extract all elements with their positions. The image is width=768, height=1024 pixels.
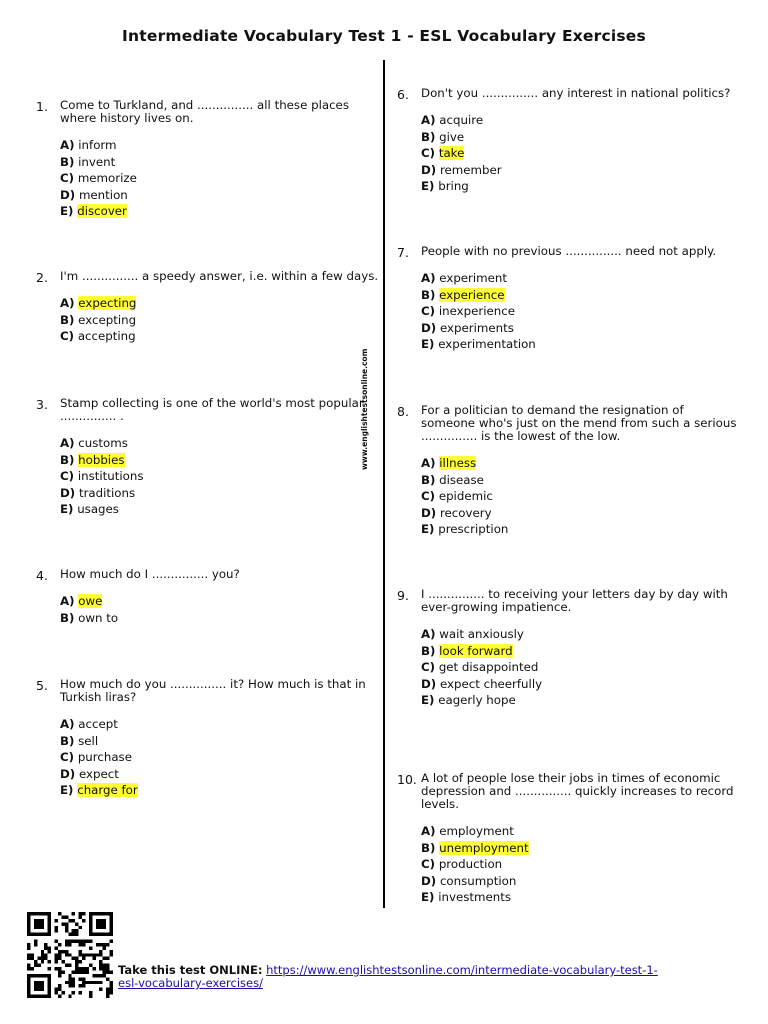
answer-option[interactable] (60, 468, 143, 485)
option-letter: D) (60, 187, 76, 202)
question-stem: Stamp collecting is one of the world's most popular ............... . (60, 396, 364, 423)
answer-option[interactable] (60, 501, 143, 518)
answer-option[interactable] (421, 626, 542, 643)
option-letter: A) (60, 138, 75, 152)
answer-option[interactable] (421, 676, 542, 693)
answer-option[interactable] (421, 303, 536, 320)
answer-option[interactable] (421, 873, 529, 890)
option-letter: B) (421, 840, 436, 855)
answer-option[interactable] (421, 162, 502, 179)
option-letter: B) (421, 287, 436, 302)
answer-option[interactable] (60, 295, 136, 312)
question-number: 7. (397, 245, 409, 260)
option-text: sell (78, 733, 99, 748)
highlighted-answer-text: take (438, 146, 465, 160)
option-text: disease (439, 472, 484, 487)
answer-option[interactable] (421, 129, 502, 146)
option-text: get disappointed (438, 660, 539, 674)
option-text: customs (78, 436, 128, 450)
option-text: excepting (78, 312, 137, 327)
option-letter: C) (421, 489, 436, 503)
site-watermark-text: www.englishtestsonline.com (360, 348, 369, 470)
option-letter: C) (421, 660, 436, 674)
option-letter: B) (60, 154, 75, 169)
question-number: 1. (36, 99, 48, 114)
option-letter: B) (60, 452, 75, 467)
option-letter: C) (421, 146, 436, 160)
option-letter: C) (60, 469, 75, 483)
question-stem: How much do you ............... it? How much is that in Turkish liras? (60, 677, 366, 704)
answer-option[interactable] (421, 840, 529, 857)
question-number: 8. (397, 404, 409, 419)
option-text: accept (78, 717, 118, 731)
option-letter: B) (60, 610, 75, 625)
option-text: epidemic (438, 489, 493, 503)
question-number: 9. (397, 588, 409, 603)
answer-options (60, 295, 136, 345)
option-letter: B) (421, 472, 436, 487)
option-letter: B) (421, 129, 436, 144)
option-text: expect (78, 766, 119, 781)
question-number: 4. (36, 568, 48, 583)
highlighted-answer-text: discover (77, 204, 127, 218)
answer-option[interactable] (60, 452, 143, 469)
option-letter: E) (60, 502, 74, 516)
answer-option[interactable] (421, 521, 508, 538)
option-letter: A) (60, 594, 75, 608)
option-text: production (438, 857, 503, 871)
answer-option[interactable] (60, 766, 138, 783)
answer-option[interactable] (421, 889, 529, 906)
option-letter: A) (421, 627, 436, 641)
option-text: invent (78, 154, 116, 169)
question-number: 6. (397, 87, 409, 102)
question-stem: I'm ............... a speedy answer, i.e. within a few days. (60, 269, 379, 283)
option-text: inform (78, 138, 117, 152)
option-letter: A) (421, 271, 436, 285)
option-letter: D) (421, 162, 437, 177)
highlighted-answer-text: illness (439, 456, 477, 470)
footer-link[interactable]: https://www.englishtestsonline.com/intermediate-vocabulary-test-1-esl-vocabulary-exercises/ (118, 963, 658, 990)
option-letter: D) (421, 873, 437, 888)
option-text: usages (77, 502, 119, 516)
answer-option[interactable] (60, 170, 137, 187)
option-text: own to (78, 610, 119, 625)
answer-option[interactable] (421, 505, 508, 522)
option-text: institutions (77, 469, 144, 483)
answer-option[interactable] (60, 733, 138, 750)
option-text: recovery (439, 505, 492, 520)
answer-option[interactable] (60, 610, 118, 627)
answer-option[interactable] (60, 782, 138, 799)
page-title: Intermediate Vocabulary Test 1 - ESL Vocabulary Exercises (122, 27, 646, 45)
option-letter: B) (421, 643, 436, 658)
answer-option[interactable] (60, 435, 143, 452)
highlighted-answer-text: look forward (439, 643, 513, 658)
question-number: 10. (397, 772, 417, 787)
option-letter: D) (421, 320, 437, 335)
option-letter: E) (60, 783, 74, 797)
option-letter: E) (421, 890, 435, 904)
highlighted-answer-text: expecting (78, 296, 137, 310)
option-letter: B) (60, 733, 75, 748)
answer-option[interactable] (421, 178, 502, 195)
answer-option[interactable] (421, 856, 529, 873)
answer-option[interactable] (421, 472, 508, 489)
question-number: 5. (36, 678, 48, 693)
option-letter: E) (60, 204, 74, 218)
answer-options (421, 626, 542, 709)
option-text: prescription (438, 522, 509, 536)
answer-option[interactable] (60, 593, 118, 610)
question-stem: A lot of people lose their jobs in times of economic depression and ............... quickly increases to record levels. (421, 771, 734, 811)
option-letter: C) (60, 171, 75, 185)
option-letter: D) (60, 485, 76, 500)
option-letter: A) (421, 824, 436, 838)
option-letter: E) (421, 693, 435, 707)
answer-options (60, 593, 118, 626)
answer-option[interactable] (60, 716, 138, 733)
highlighted-answer-text: owe (78, 594, 103, 608)
question-stem: How much do I ............... you? (60, 567, 240, 581)
highlighted-answer-text: unemployment (439, 840, 529, 855)
answer-option[interactable] (60, 312, 136, 329)
option-text: expect cheerfully (439, 676, 543, 691)
question-number: 3. (36, 397, 48, 412)
option-text: memorize (77, 171, 137, 185)
option-text: inexperience (438, 304, 515, 318)
footer (118, 964, 678, 990)
option-text: traditions (78, 485, 136, 500)
option-text: investments (438, 890, 511, 904)
answer-option[interactable] (421, 823, 529, 840)
option-letter: D) (421, 505, 437, 520)
option-text: eagerly hope (438, 693, 516, 707)
highlighted-answer-text: charge for (77, 783, 138, 797)
answer-option[interactable] (421, 488, 508, 505)
option-text: wait anxiously (439, 627, 524, 641)
answer-option[interactable] (421, 145, 502, 162)
answer-option[interactable] (60, 328, 136, 345)
option-letter: C) (421, 304, 436, 318)
option-letter: E) (421, 179, 435, 193)
answer-option[interactable] (421, 320, 536, 337)
option-letter: E) (421, 522, 435, 536)
answer-options (60, 137, 137, 220)
option-text: accepting (77, 329, 136, 343)
answer-option[interactable] (60, 203, 137, 220)
option-text: acquire (439, 113, 484, 127)
option-letter: C) (421, 857, 436, 871)
option-text: consumption (439, 873, 517, 888)
question-stem: People with no previous ............... need not apply. (421, 244, 717, 258)
option-text: bring (438, 179, 469, 193)
question-number: 2. (36, 270, 48, 285)
answer-option[interactable] (60, 749, 138, 766)
footer-label: Take this test ONLINE: (118, 963, 263, 977)
answer-options (421, 455, 508, 538)
answer-option[interactable] (421, 270, 536, 287)
option-text: remember (439, 162, 502, 177)
answer-options (421, 270, 536, 353)
option-letter: A) (421, 456, 436, 470)
answer-options (60, 435, 143, 518)
highlighted-answer-text: hobbies (78, 452, 125, 467)
option-letter: A) (60, 296, 75, 310)
qr-code-icon (25, 912, 115, 998)
option-text: employment (439, 824, 514, 838)
question-stem: I ............... to receiving your letters day by day with ever-growing impatience. (421, 587, 728, 614)
option-text: experiment (439, 271, 508, 285)
answer-option[interactable] (421, 287, 536, 304)
option-text: purchase (77, 750, 132, 764)
answer-option[interactable] (60, 485, 143, 502)
answer-option[interactable] (60, 187, 137, 204)
answer-options (421, 112, 502, 195)
question-stem: For a politician to demand the resignation of someone who's just on the mend from such a serious ............... is the lowest of the low. (421, 403, 737, 443)
option-letter: A) (421, 113, 436, 127)
option-text: give (439, 129, 465, 144)
option-text: experimentation (438, 337, 536, 351)
answer-option[interactable] (421, 336, 536, 353)
option-letter: A) (60, 436, 75, 450)
option-letter: D) (421, 676, 437, 691)
option-letter: D) (60, 766, 76, 781)
answer-option[interactable] (421, 692, 542, 709)
answer-option[interactable] (60, 137, 137, 154)
option-letter: C) (60, 750, 75, 764)
highlighted-answer-text: experience (439, 287, 505, 302)
answer-option[interactable] (421, 659, 542, 676)
option-letter: C) (60, 329, 75, 343)
option-letter: E) (421, 337, 435, 351)
option-text: experiments (439, 320, 514, 335)
answer-options (421, 823, 529, 906)
answer-option[interactable] (421, 112, 502, 129)
option-letter: A) (60, 717, 75, 731)
answer-option[interactable] (60, 154, 137, 171)
column-divider (383, 60, 385, 908)
option-text: mention (78, 187, 128, 202)
answer-option[interactable] (421, 643, 542, 660)
question-stem: Come to Turkland, and ............... all these places where history lives on. (60, 98, 349, 125)
answer-option[interactable] (421, 455, 508, 472)
option-letter: B) (60, 312, 75, 327)
answer-options (60, 716, 138, 799)
question-stem: Don't you ............... any interest in national politics? (421, 86, 731, 100)
